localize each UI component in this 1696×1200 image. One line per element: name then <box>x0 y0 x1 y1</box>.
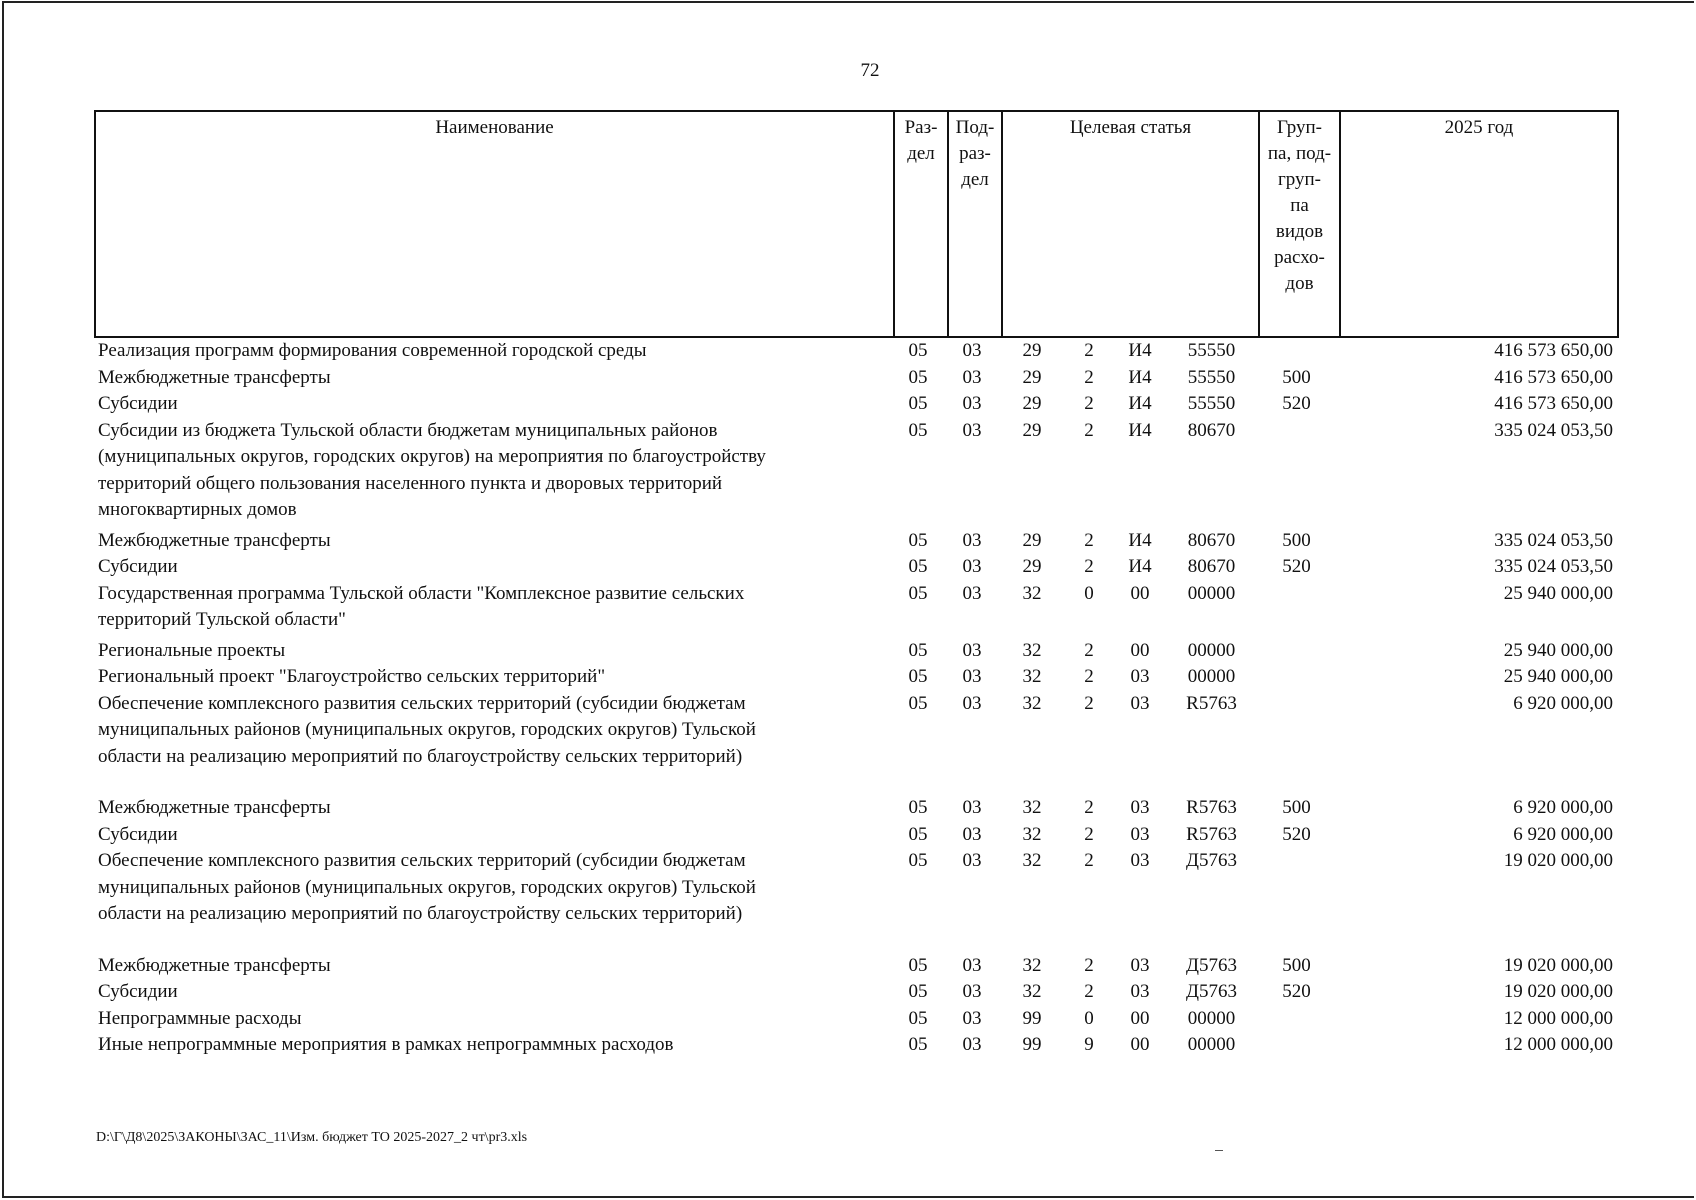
cell-tselevaya-2: 2 <box>1084 639 1094 661</box>
cell-name-line: Государственная программа Тульской области "Комплексное развитие сельских <box>98 582 745 604</box>
cell-tselevaya-1: 32 <box>1022 981 1042 1002</box>
cell-name-line: Субсидии из бюджета Тульской области бюджетам муниципальных районов <box>98 419 718 441</box>
cell-tselevaya-3: 03 <box>1130 823 1150 845</box>
cell-tselevaya-2: 2 <box>1084 340 1094 361</box>
cell-tselevaya-3: И4 <box>1128 556 1152 577</box>
cell-name-line: области на реализацию мероприятий по благоустройству сельских территорий) <box>98 745 743 767</box>
cell-tselevaya-4: 80670 <box>1187 419 1236 441</box>
cell-name-line: Обеспечение комплексного развития сельских территорий (субсидии бюджетам <box>98 850 746 871</box>
cell-podrazdel: 03 <box>962 823 982 845</box>
cell-razdel: 05 <box>908 582 928 604</box>
cell-tselevaya-4: R5763 <box>1186 823 1237 845</box>
cell-razdel: 05 <box>908 340 928 361</box>
cell-tselevaya-2: 2 <box>1084 419 1094 441</box>
table-header <box>94 110 1619 338</box>
header-podrazdel <box>947 112 1001 336</box>
cell-sum-2025: 6 920 000,00 <box>1513 823 1613 845</box>
cell-tselevaya-1: 32 <box>1022 639 1042 661</box>
cell-tselevaya-2: 2 <box>1084 797 1094 818</box>
cell-gruppa <box>1256 581 1337 634</box>
table-row <box>94 365 1619 392</box>
cell-tselevaya-2: 2 <box>1084 666 1094 687</box>
cell-sum-2025: 416 573 650,00 <box>1494 393 1613 414</box>
header-razdel-line: дел <box>907 143 935 164</box>
cell-razdel: 05 <box>908 1007 928 1029</box>
header-razdel-line: Раз- <box>904 117 938 138</box>
table-row <box>94 848 1619 953</box>
header-razdel <box>893 112 947 336</box>
table-row <box>94 691 1619 796</box>
cell-name-line: области на реализацию мероприятий по благоустройству сельских территорий) <box>98 903 743 924</box>
cell-name <box>94 979 891 1006</box>
table-row <box>94 554 1619 581</box>
cell-tselevaya-4: 00000 <box>1187 666 1236 687</box>
cell-name-line: Субсидии <box>98 393 178 414</box>
cell-name-line: территорий Тульской области" <box>98 609 346 630</box>
cell-name <box>94 554 891 581</box>
header-gruppa-line: расхо- <box>1274 247 1325 268</box>
header-podrazdel-line: дел <box>961 169 989 190</box>
cell-name-line: Реализация программ формирования современной городской среды <box>98 340 647 361</box>
dash-mark <box>1215 1150 1223 1151</box>
cell-podrazdel: 03 <box>962 981 982 1002</box>
cell-tselevaya-1: 99 <box>1022 1007 1042 1029</box>
cell-podrazdel: 03 <box>962 850 982 871</box>
cell-gruppa: 520 <box>1282 556 1311 577</box>
cell-name <box>94 338 891 365</box>
cell-tselevaya-2: 0 <box>1084 582 1094 604</box>
cell-tselevaya-4: 55550 <box>1187 366 1236 388</box>
cell-sum-2025: 19 020 000,00 <box>1503 954 1613 976</box>
cell-tselevaya-2: 2 <box>1084 692 1094 714</box>
table-row <box>94 795 1619 822</box>
cell-tselevaya-1: 32 <box>1022 797 1042 818</box>
cell-tselevaya-3: 03 <box>1130 666 1150 687</box>
header-name: Наименование <box>435 117 554 138</box>
cell-sum-2025: 12 000 000,00 <box>1503 1034 1613 1055</box>
header-gruppa-line: дов <box>1285 273 1314 294</box>
cell-tselevaya-2: 2 <box>1084 529 1094 551</box>
cell-tselevaya-2: 2 <box>1084 981 1094 1002</box>
cell-podrazdel: 03 <box>962 1034 982 1055</box>
cell-tselevaya-4: R5763 <box>1186 797 1237 818</box>
cell-sum-2025: 19 020 000,00 <box>1503 981 1613 1002</box>
cell-tselevaya-4: 55550 <box>1187 340 1236 361</box>
cell-podrazdel: 03 <box>962 692 982 714</box>
table-row <box>94 338 1619 365</box>
cell-gruppa <box>1256 638 1337 665</box>
cell-sum-2025: 25 940 000,00 <box>1503 639 1613 661</box>
cell-gruppa: 520 <box>1282 823 1311 845</box>
cell-razdel: 05 <box>908 639 928 661</box>
cell-tselevaya-4: Д5763 <box>1186 981 1237 1002</box>
header-gruppa-line: груп- <box>1277 169 1322 190</box>
cell-name-line: Субсидии <box>98 823 178 845</box>
cell-sum-2025: 19 020 000,00 <box>1503 850 1613 871</box>
cell-name-line: Межбюджетные трансферты <box>98 954 331 976</box>
cell-gruppa <box>1256 691 1337 771</box>
cell-sum-2025: 335 024 053,50 <box>1494 556 1613 577</box>
cell-gruppa <box>1256 1032 1337 1059</box>
cell-tselevaya-2: 2 <box>1084 556 1094 577</box>
cell-podrazdel: 03 <box>962 1007 982 1029</box>
table-row <box>94 1006 1619 1033</box>
cell-tselevaya-1: 29 <box>1022 529 1042 551</box>
cell-tselevaya-3: И4 <box>1128 340 1152 361</box>
cell-name-line: Межбюджетные трансферты <box>98 529 331 551</box>
cell-tselevaya-3: И4 <box>1128 366 1152 388</box>
header-tselevaya: Целевая статья <box>1001 112 1258 336</box>
cell-name <box>94 1032 891 1059</box>
cell-tselevaya-2: 2 <box>1084 393 1094 414</box>
cell-tselevaya-1: 32 <box>1022 582 1042 604</box>
cell-tselevaya-4: Д5763 <box>1186 850 1237 871</box>
cell-tselevaya-4: R5763 <box>1186 692 1237 714</box>
cell-name-line: многоквартирных домов <box>98 499 297 520</box>
cell-tselevaya-1: 29 <box>1022 366 1042 388</box>
cell-tselevaya-4: 00000 <box>1187 639 1236 661</box>
cell-gruppa <box>1256 338 1337 365</box>
header-gruppa-line: Груп- <box>1276 117 1323 138</box>
cell-sum-2025: 335 024 053,50 <box>1494 529 1613 551</box>
cell-name <box>94 795 891 822</box>
cell-name <box>94 953 891 980</box>
table-row <box>94 638 1619 665</box>
cell-name-line: Субсидии <box>98 981 178 1002</box>
cell-podrazdel: 03 <box>962 393 982 414</box>
cell-razdel: 05 <box>908 823 928 845</box>
cell-name <box>94 848 891 928</box>
table-row <box>94 1032 1619 1059</box>
cell-tselevaya-1: 32 <box>1022 692 1042 714</box>
header-gruppa-line: па, под- <box>1267 143 1332 164</box>
cell-tselevaya-1: 32 <box>1022 954 1042 976</box>
cell-tselevaya-3: 00 <box>1130 1034 1150 1055</box>
cell-gruppa: 520 <box>1282 393 1311 414</box>
cell-gruppa <box>1256 1006 1337 1033</box>
table-row <box>94 528 1619 555</box>
table-row <box>94 418 1619 528</box>
cell-razdel: 05 <box>908 393 928 414</box>
cell-sum-2025: 416 573 650,00 <box>1494 340 1613 361</box>
cell-gruppa: 500 <box>1282 797 1311 818</box>
cell-tselevaya-4: 80670 <box>1187 529 1236 551</box>
cell-name-line: (муниципальных округов, городских округов) на мероприятия по благоустройству <box>98 446 766 467</box>
cell-razdel: 05 <box>908 1034 928 1055</box>
cell-razdel: 05 <box>908 954 928 976</box>
cell-sum-2025: 25 940 000,00 <box>1503 666 1613 687</box>
cell-tselevaya-2: 0 <box>1084 1007 1094 1029</box>
cell-gruppa: 500 <box>1282 366 1311 388</box>
cell-razdel: 05 <box>908 419 928 441</box>
table-row <box>94 822 1619 849</box>
cell-sum-2025: 12 000 000,00 <box>1503 1007 1613 1029</box>
table-row <box>94 664 1619 691</box>
cell-tselevaya-1: 99 <box>1022 1034 1042 1055</box>
cell-podrazdel: 03 <box>962 582 982 604</box>
cell-tselevaya-4: 55550 <box>1187 393 1236 414</box>
cell-name-line: Межбюджетные трансферты <box>98 366 331 388</box>
cell-tselevaya-3: 03 <box>1130 954 1150 976</box>
cell-name <box>94 638 891 665</box>
cell-tselevaya-3: И4 <box>1128 393 1152 414</box>
cell-name-line: Региональные проекты <box>98 639 286 661</box>
cell-tselevaya-2: 9 <box>1084 1034 1094 1055</box>
cell-razdel: 05 <box>908 692 928 714</box>
cell-sum-2025: 25 940 000,00 <box>1503 582 1613 604</box>
cell-podrazdel: 03 <box>962 797 982 818</box>
cell-tselevaya-1: 29 <box>1022 556 1042 577</box>
cell-name <box>94 391 891 418</box>
cell-razdel: 05 <box>908 666 928 687</box>
cell-gruppa: 500 <box>1282 954 1311 976</box>
cell-name <box>94 365 891 392</box>
cell-gruppa <box>1256 664 1337 691</box>
cell-sum-2025: 416 573 650,00 <box>1494 366 1613 388</box>
cell-podrazdel: 03 <box>962 639 982 661</box>
table-row <box>94 391 1619 418</box>
cell-name-line: территорий общего пользования населенного пункта и дворовых территорий <box>98 472 723 494</box>
cell-tselevaya-3: И4 <box>1128 529 1152 551</box>
cell-tselevaya-4: 00000 <box>1187 582 1236 604</box>
cell-podrazdel: 03 <box>962 556 982 577</box>
cell-podrazdel: 03 <box>962 954 982 976</box>
cell-tselevaya-3: 00 <box>1130 639 1150 661</box>
cell-sum-2025: 6 920 000,00 <box>1513 692 1613 714</box>
cell-tselevaya-3: 03 <box>1130 981 1150 1002</box>
cell-tselevaya-3: 03 <box>1130 692 1150 714</box>
cell-tselevaya-4: 00000 <box>1187 1034 1236 1055</box>
cell-podrazdel: 03 <box>962 529 982 551</box>
cell-tselevaya-2: 2 <box>1084 823 1094 845</box>
cell-tselevaya-3: 03 <box>1130 797 1150 818</box>
cell-tselevaya-1: 29 <box>1022 393 1042 414</box>
cell-name-line: Непрограммные расходы <box>98 1007 302 1029</box>
cell-razdel: 05 <box>908 797 928 818</box>
cell-tselevaya-2: 2 <box>1084 366 1094 388</box>
cell-gruppa <box>1256 418 1337 524</box>
cell-razdel: 05 <box>908 850 928 871</box>
cell-name <box>94 691 891 771</box>
cell-name-line: Региональный проект "Благоустройство сельских территорий" <box>98 666 606 687</box>
header-year: 2025 год <box>1339 112 1617 336</box>
header-gruppa-line: видов <box>1275 221 1324 242</box>
header-podrazdel-line: Под- <box>955 117 995 138</box>
cell-podrazdel: 03 <box>962 666 982 687</box>
table-row <box>94 979 1619 1006</box>
cell-tselevaya-1: 32 <box>1022 823 1042 845</box>
cell-razdel: 05 <box>908 529 928 551</box>
cell-tselevaya-1: 32 <box>1022 666 1042 687</box>
cell-tselevaya-3: И4 <box>1128 419 1152 441</box>
cell-name <box>94 581 891 634</box>
table-row <box>94 581 1619 638</box>
cell-sum-2025: 6 920 000,00 <box>1513 797 1613 818</box>
header-gruppa <box>1258 112 1339 336</box>
cell-tselevaya-3: 03 <box>1130 850 1150 871</box>
cell-razdel: 05 <box>908 366 928 388</box>
cell-gruppa: 500 <box>1282 529 1311 551</box>
cell-tselevaya-3: 00 <box>1130 582 1150 604</box>
table-body <box>94 338 1619 1059</box>
cell-tselevaya-4: 80670 <box>1187 556 1236 577</box>
cell-name <box>94 418 891 524</box>
cell-tselevaya-4: Д5763 <box>1186 954 1237 976</box>
cell-name-line: Обеспечение комплексного развития сельских территорий (субсидии бюджетам <box>98 692 746 714</box>
cell-razdel: 05 <box>908 981 928 1002</box>
header-podrazdel-line: раз- <box>959 143 991 164</box>
cell-gruppa <box>1256 848 1337 928</box>
cell-podrazdel: 03 <box>962 419 982 441</box>
cell-name <box>94 528 891 555</box>
cell-razdel: 05 <box>908 556 928 577</box>
cell-tselevaya-1: 29 <box>1022 419 1042 441</box>
cell-name-line: Субсидии <box>98 556 178 577</box>
cell-sum-2025: 335 024 053,50 <box>1494 419 1613 441</box>
cell-name-line: муниципальных районов (муниципальных округов, городских округов) Тульской <box>98 876 756 898</box>
cell-tselevaya-2: 2 <box>1084 850 1094 871</box>
cell-tselevaya-4: 00000 <box>1187 1007 1236 1029</box>
cell-name <box>94 1006 891 1033</box>
cell-tselevaya-1: 32 <box>1022 850 1042 871</box>
cell-name-line: Межбюджетные трансферты <box>98 797 331 818</box>
page-number: 72 <box>860 60 880 81</box>
cell-gruppa: 520 <box>1282 981 1311 1002</box>
cell-tselevaya-2: 2 <box>1084 954 1094 976</box>
cell-tselevaya-3: 00 <box>1130 1007 1150 1029</box>
table-row <box>94 953 1619 980</box>
cell-name-line: муниципальных районов (муниципальных округов, городских округов) Тульской <box>98 719 756 740</box>
cell-podrazdel: 03 <box>962 366 982 388</box>
footer-file-path: D:\Г\Д8\2025\ЗАКОНЫ\ЗАС_11\Изм. бюджет ТО 2025-2027_2 чт\pr3.xls <box>96 1130 528 1145</box>
cell-podrazdel: 03 <box>962 340 982 361</box>
cell-name <box>94 822 891 849</box>
cell-name-line: Иные непрограммные мероприятия в рамках непрограммных расходов <box>98 1034 674 1055</box>
header-gruppa-line: па <box>1290 195 1309 216</box>
cell-name <box>94 664 891 691</box>
cell-tselevaya-1: 29 <box>1022 340 1042 361</box>
